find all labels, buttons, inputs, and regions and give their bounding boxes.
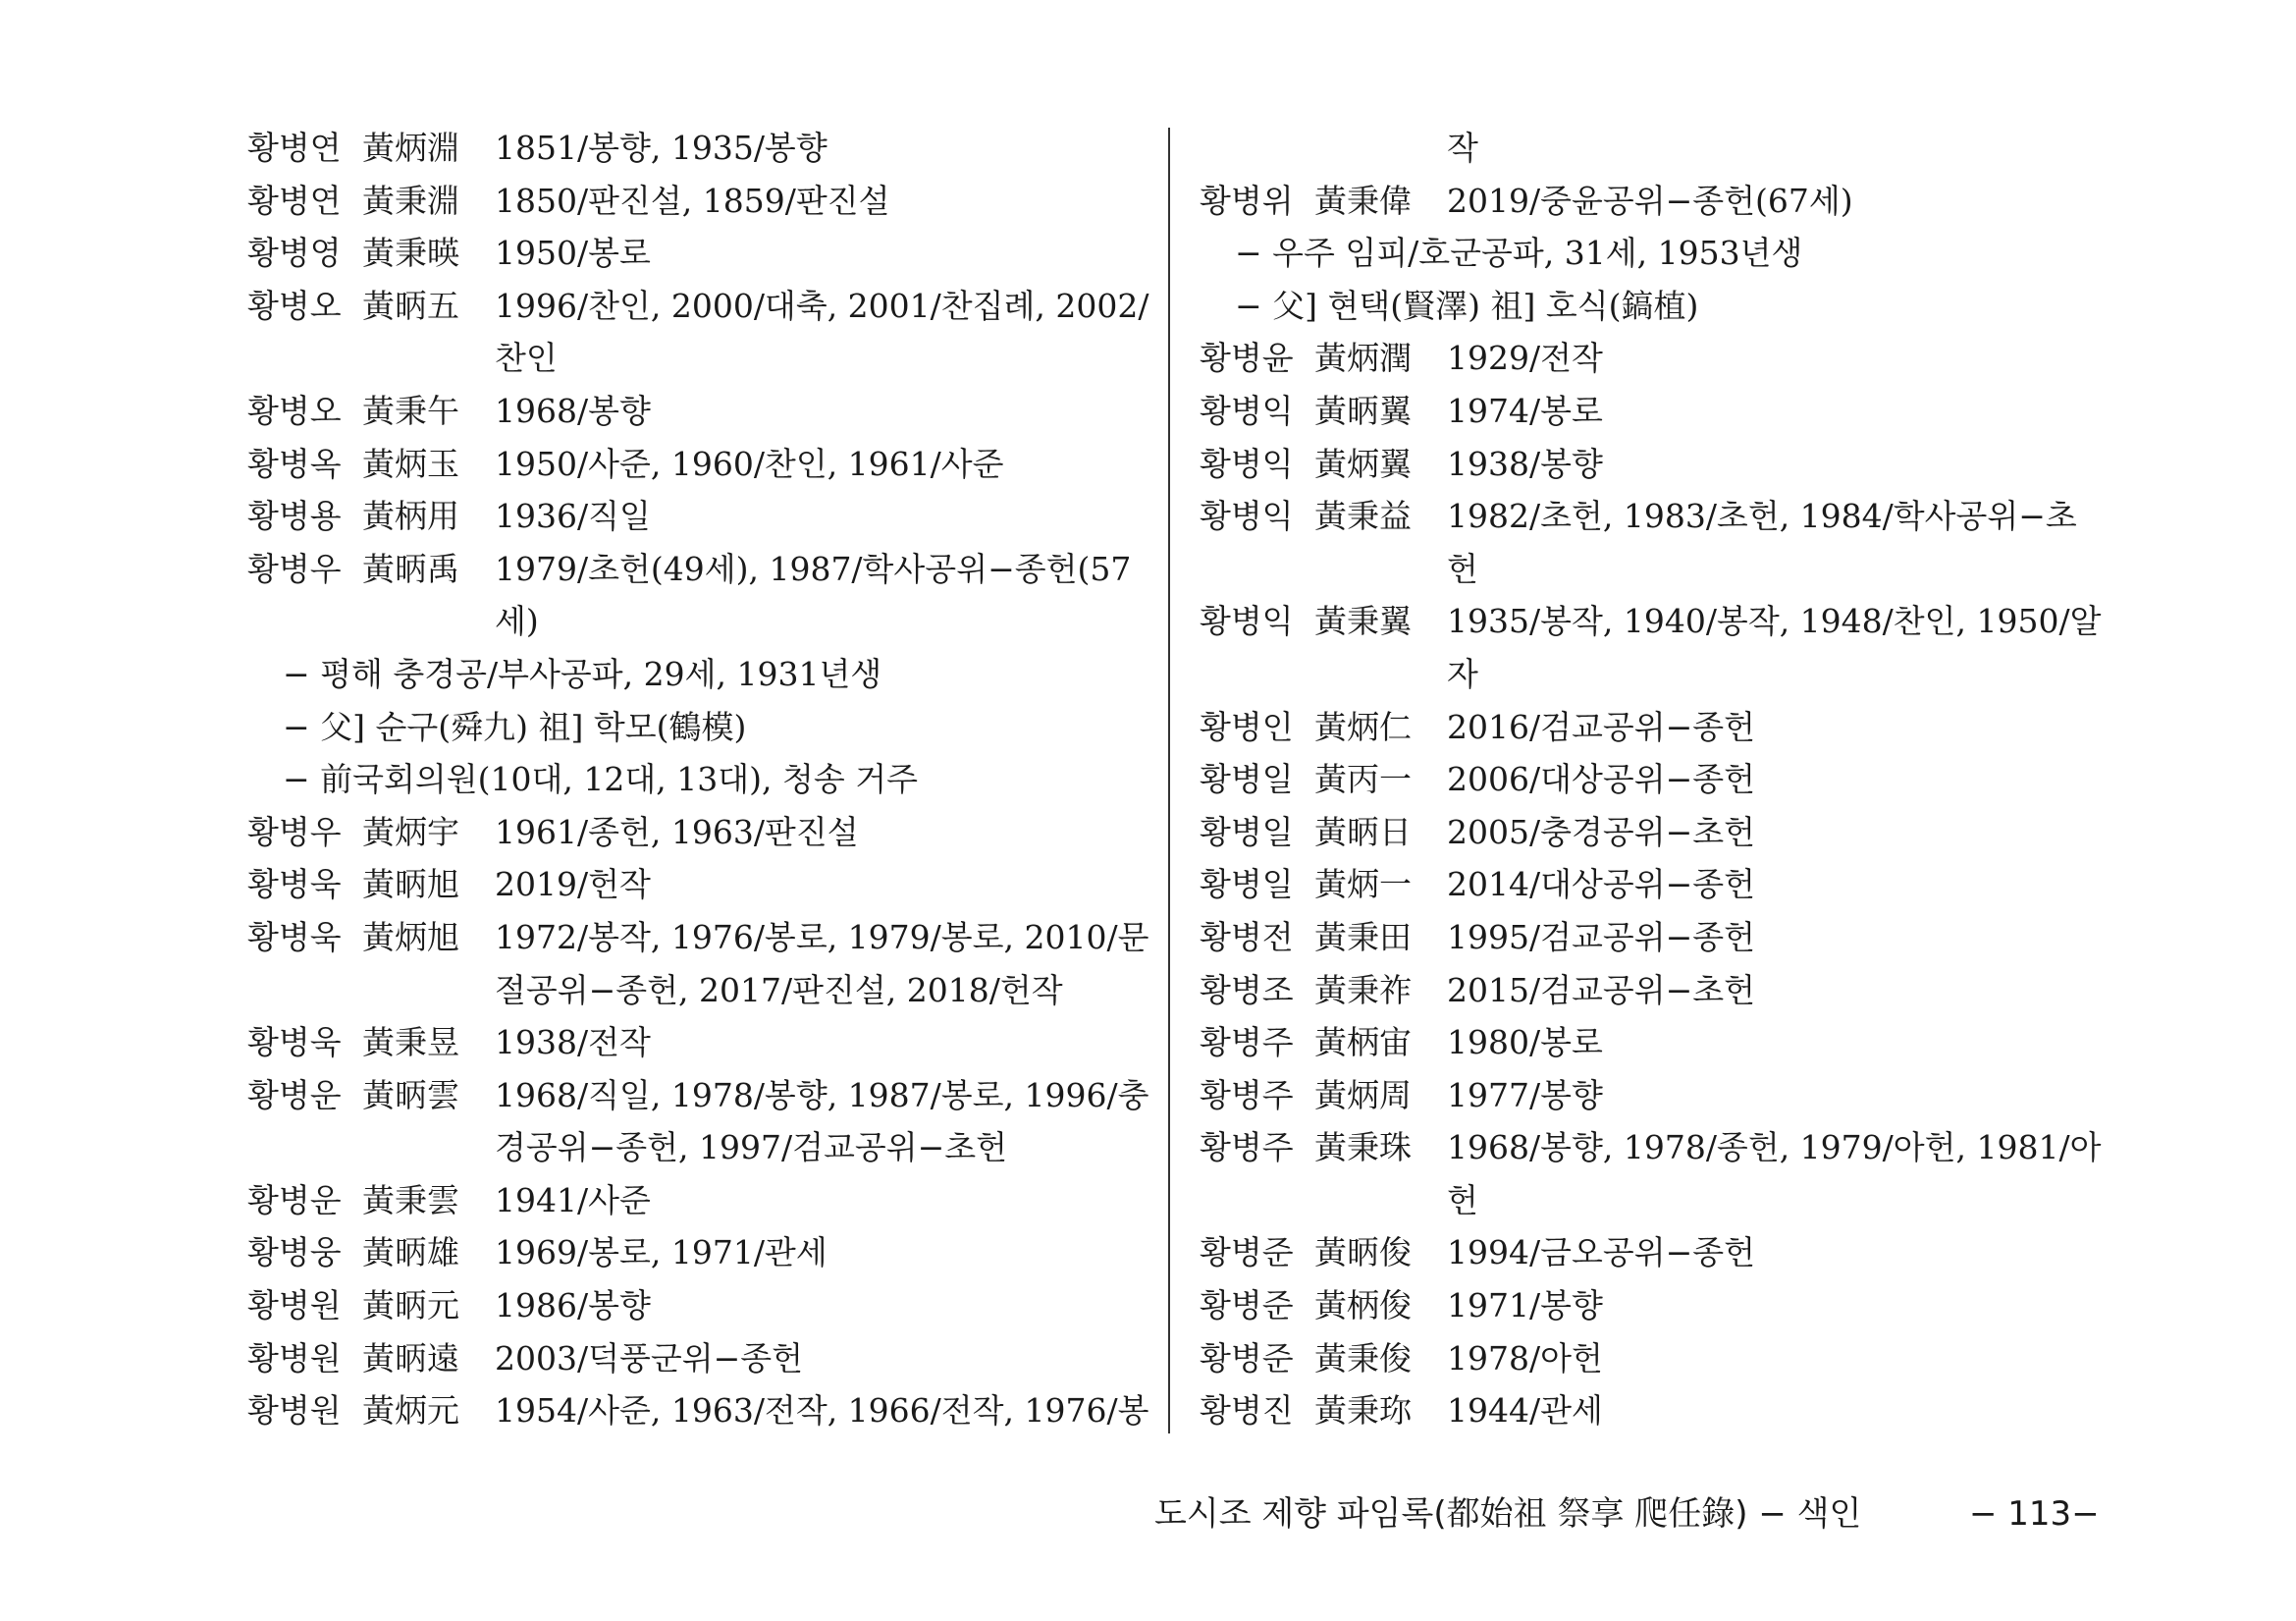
entry-hanja: 黃丙一 [1314, 760, 1412, 799]
entry-detail-line: 경공위−종헌, 1997/검교공위−초헌 [495, 1128, 1008, 1167]
entry-hanja: 黃秉益 [1314, 497, 1412, 536]
entry-name: 황병웅 [247, 1233, 342, 1272]
entry-detail-line: 1936/직일 [495, 497, 651, 536]
entry-continuation-text: 작 [1447, 129, 1478, 167]
entry-name: 황병원 [247, 1338, 342, 1378]
index-entry [1200, 911, 2103, 964]
entry-name: 황병원 [247, 1286, 342, 1325]
entry-hanja: 黃昞雄 [362, 1233, 459, 1272]
entry-name: 황병연 [247, 181, 342, 220]
entry-detail-line: 2015/검교공위−초헌 [1447, 970, 1756, 1009]
entry-name: 황병우 [247, 812, 342, 851]
entry-continuation [1200, 122, 2103, 175]
index-entry [247, 858, 1150, 911]
entry-detail-line: 1969/봉로, 1971/관세 [495, 1233, 828, 1272]
entry-name: 황병준 [1200, 1233, 1294, 1272]
index-entry [1200, 175, 2103, 228]
index-entry [247, 1069, 1150, 1174]
entry-hanja: 黃昞俊 [1314, 1233, 1412, 1272]
index-entry [1200, 438, 2103, 491]
column-divider [1168, 128, 1170, 1433]
entry-detail-line: 1986/봉향 [495, 1286, 651, 1325]
entry-hanja: 黃秉田 [1314, 917, 1412, 956]
entry-detail-line: 1978/아헌 [1447, 1338, 1603, 1378]
entry-hanja: 黃秉珎 [1314, 1391, 1412, 1431]
entry-name: 황병준 [1200, 1338, 1294, 1378]
index-entry [1200, 1384, 2103, 1437]
entry-hanja: 黃柄用 [362, 497, 459, 536]
entry-detail-line: 1971/봉향 [1447, 1286, 1603, 1325]
entry-detail-line: 1944/관세 [1447, 1391, 1603, 1431]
index-entry [247, 1226, 1150, 1279]
index-entry [1200, 964, 2103, 1017]
entry-name: 황병익 [1200, 602, 1294, 641]
entry-detail-line: 1996/찬인, 2000/대축, 2001/찬집례, 2002/ [495, 286, 1149, 325]
entry-detail-line: 1954/사준, 1963/전작, 1966/전작, 1976/봉 [495, 1391, 1149, 1431]
entry-detail-line: 1929/전작 [1447, 339, 1603, 378]
entry-name: 황병오 [247, 286, 342, 325]
entry-detail-line: 1979/초헌(49세), 1987/학사공위−종헌(57 [495, 549, 1132, 588]
entry-name: 황병익 [1200, 497, 1294, 536]
page-number: − 113− [1969, 1494, 2100, 1534]
entry-hanja: 黃昞雲 [362, 1075, 459, 1114]
entry-detail-line: 절공위−종헌, 2017/판진설, 2018/헌작 [495, 970, 1063, 1009]
entry-name: 황병인 [1200, 707, 1294, 746]
entry-detail-line: 1968/직일, 1978/봉향, 1987/봉로, 1996/충 [495, 1075, 1149, 1114]
entry-note [247, 701, 1150, 754]
index-entry [247, 385, 1150, 438]
entry-detail-line: 2006/대상공위−종헌 [1447, 760, 1756, 799]
entry-detail-line: 1935/봉작, 1940/봉작, 1948/찬인, 1950/알 [1447, 602, 2102, 641]
entry-note [1200, 280, 2103, 333]
entry-detail-line: 1994/금오공위−종헌 [1447, 1233, 1756, 1272]
index-entry [247, 1384, 1150, 1437]
entry-hanja: 黃炳潤 [1314, 339, 1412, 378]
entry-hanja: 黃炳一 [1314, 865, 1412, 904]
index-column-right [1200, 122, 2103, 1437]
entry-detail-line: 헌 [1447, 1180, 1478, 1219]
index-entry [1200, 753, 2103, 806]
index-entry [1200, 1332, 2103, 1385]
index-entry [247, 911, 1150, 1016]
index-entry [247, 490, 1150, 543]
entry-detail-line: 1977/봉향 [1447, 1075, 1603, 1114]
entry-name: 황병익 [1200, 391, 1294, 430]
entry-name: 황병운 [247, 1075, 342, 1114]
entry-note [247, 753, 1150, 806]
entry-name: 황병영 [247, 234, 342, 273]
entry-name: 황병욱 [247, 1023, 342, 1062]
index-entry [247, 438, 1150, 491]
entry-name: 황병원 [247, 1391, 342, 1431]
index-column-left [247, 122, 1150, 1437]
entry-name: 황병익 [1200, 444, 1294, 483]
entry-hanja: 黃秉淵 [362, 181, 459, 220]
entry-hanja: 黃炳旭 [362, 917, 459, 956]
entry-hanja: 黃昞旭 [362, 865, 459, 904]
index-entry [247, 806, 1150, 859]
entry-name: 황병주 [1200, 1023, 1294, 1062]
index-entry [1200, 1069, 2103, 1122]
index-entry [1200, 332, 2103, 385]
entry-hanja: 黃炳宇 [362, 812, 459, 851]
entry-name: 황병준 [1200, 1286, 1294, 1325]
entry-hanja: 黃炳玉 [362, 444, 459, 483]
index-entry [247, 1279, 1150, 1332]
entry-name: 황병용 [247, 497, 342, 536]
entry-detail-line: 1938/봉향 [1447, 444, 1603, 483]
entry-note-text: − 父] 현택(賢澤) 祖] 호식(鎬植) [1235, 286, 1699, 325]
entry-name: 황병전 [1200, 917, 1294, 956]
index-entry [1200, 595, 2103, 700]
entry-name: 황병위 [1200, 181, 1294, 220]
entry-name: 황병우 [247, 549, 342, 588]
entry-detail-line: 1972/봉작, 1976/봉로, 1979/봉로, 2010/문 [495, 917, 1149, 956]
entry-name: 황병옥 [247, 444, 342, 483]
index-entry [1200, 385, 2103, 438]
entry-name: 황병진 [1200, 1391, 1294, 1431]
entry-detail-line: 2005/충경공위−초헌 [1447, 812, 1756, 851]
index-entry [1200, 701, 2103, 754]
entry-detail-line: 헌 [1447, 549, 1478, 588]
entry-hanja: 黃炳淵 [362, 129, 459, 167]
entry-detail-line: 1950/봉로 [495, 234, 651, 273]
entry-name: 황병오 [247, 391, 342, 430]
entry-note [1200, 227, 2103, 280]
entry-hanja: 黃柄俊 [1314, 1286, 1412, 1325]
index-entry [247, 1332, 1150, 1385]
index-entry [1200, 1279, 2103, 1332]
entry-hanja: 黃秉雲 [362, 1180, 459, 1219]
entry-note-text: − 父] 순구(舜九) 祖] 학모(鶴模) [283, 707, 747, 746]
entry-hanja: 黃炳周 [1314, 1075, 1412, 1114]
entry-detail-line: 1941/사준 [495, 1180, 651, 1219]
entry-detail-line: 1961/종헌, 1963/판진설 [495, 812, 859, 851]
entry-detail-line: 1982/초헌, 1983/초헌, 1984/학사공위−초 [1447, 497, 2077, 536]
entry-detail-line: 1938/전작 [495, 1023, 651, 1062]
index-entry [247, 280, 1150, 385]
index-entry [247, 1016, 1150, 1069]
entry-detail-line: 1851/봉향, 1935/봉향 [495, 129, 828, 167]
entry-name: 황병운 [247, 1180, 342, 1219]
entry-note-text: − 우주 임피/호군공파, 31세, 1953년생 [1235, 234, 1803, 273]
entry-detail-line: 자 [1447, 654, 1478, 693]
entry-hanja: 黃秉暎 [362, 234, 459, 273]
entry-detail-line: 1968/봉향 [495, 391, 651, 430]
index-entry [1200, 1016, 2103, 1069]
entry-detail-line: 2016/검교공위−종헌 [1447, 707, 1756, 746]
index-entry [247, 122, 1150, 175]
index-entry [1200, 1121, 2103, 1226]
entry-name: 황병일 [1200, 812, 1294, 851]
entry-detail-line: 1950/사준, 1960/찬인, 1961/사준 [495, 444, 1004, 483]
entry-hanja: 黃昞禹 [362, 549, 459, 588]
entry-hanja: 黃昞元 [362, 1286, 459, 1325]
entry-hanja: 黃秉祚 [1314, 970, 1412, 1009]
entry-hanja: 黃炳翼 [1314, 444, 1412, 483]
entry-hanja: 黃炳元 [362, 1391, 459, 1431]
entry-hanja: 黃柄宙 [1314, 1023, 1412, 1062]
entry-hanja: 黃昞日 [1314, 812, 1412, 851]
entry-detail-line: 2014/대상공위−종헌 [1447, 865, 1756, 904]
entry-name: 황병욱 [247, 917, 342, 956]
index-entry [247, 1174, 1150, 1227]
entry-name: 황병주 [1200, 1075, 1294, 1114]
entry-hanja: 黃昞遠 [362, 1338, 459, 1378]
entry-detail-line: 세) [495, 602, 539, 641]
entry-detail-line: 찬인 [495, 339, 558, 378]
index-entry [247, 543, 1150, 648]
entry-hanja: 黃昞五 [362, 286, 459, 325]
entry-note-text: − 前국회의원(10대, 12대, 13대), 청송 거주 [283, 760, 918, 799]
index-entry [247, 175, 1150, 228]
entry-detail-line: 2019/헌작 [495, 865, 651, 904]
entry-detail-line: 1974/봉로 [1447, 391, 1603, 430]
index-entry [1200, 490, 2103, 595]
entry-detail-line: 2003/덕풍군위−종헌 [495, 1338, 804, 1378]
index-entry [1200, 806, 2103, 859]
entry-hanja: 黃秉翼 [1314, 602, 1412, 641]
entry-detail-line: 1850/판진설, 1859/판진설 [495, 181, 890, 220]
entry-detail-line: 1968/봉향, 1978/종헌, 1979/아헌, 1981/아 [1447, 1128, 2102, 1167]
entry-hanja: 黃秉午 [362, 391, 459, 430]
entry-name: 황병조 [1200, 970, 1294, 1009]
entry-hanja: 黃秉珠 [1314, 1128, 1412, 1167]
entry-hanja: 黃秉偉 [1314, 181, 1412, 220]
entry-note-text: − 평해 충경공/부사공파, 29세, 1931년생 [283, 654, 882, 693]
index-entry [1200, 1226, 2103, 1279]
entry-detail-line: 1995/검교공위−종헌 [1447, 917, 1756, 956]
index-entry [247, 227, 1150, 280]
index-entry [1200, 858, 2103, 911]
entry-hanja: 黃炳仁 [1314, 707, 1412, 746]
entry-hanja: 黃秉昱 [362, 1023, 459, 1062]
footer-title: 도시조 제향 파임록(都始祖 祭享 爬任錄) − 색인 [1154, 1494, 1862, 1534]
entry-hanja: 黃昞翼 [1314, 391, 1412, 430]
entry-hanja: 黃秉俊 [1314, 1338, 1412, 1378]
entry-note [247, 648, 1150, 701]
entry-name: 황병일 [1200, 865, 1294, 904]
entry-detail-line: 1980/봉로 [1447, 1023, 1603, 1062]
entry-name: 황병윤 [1200, 339, 1294, 378]
entry-detail-line: 2019/중윤공위−종헌(67세) [1447, 181, 1853, 220]
entry-name: 황병일 [1200, 760, 1294, 799]
entry-name: 황병주 [1200, 1128, 1294, 1167]
entry-name: 황병연 [247, 129, 342, 167]
entry-name: 황병욱 [247, 865, 342, 904]
